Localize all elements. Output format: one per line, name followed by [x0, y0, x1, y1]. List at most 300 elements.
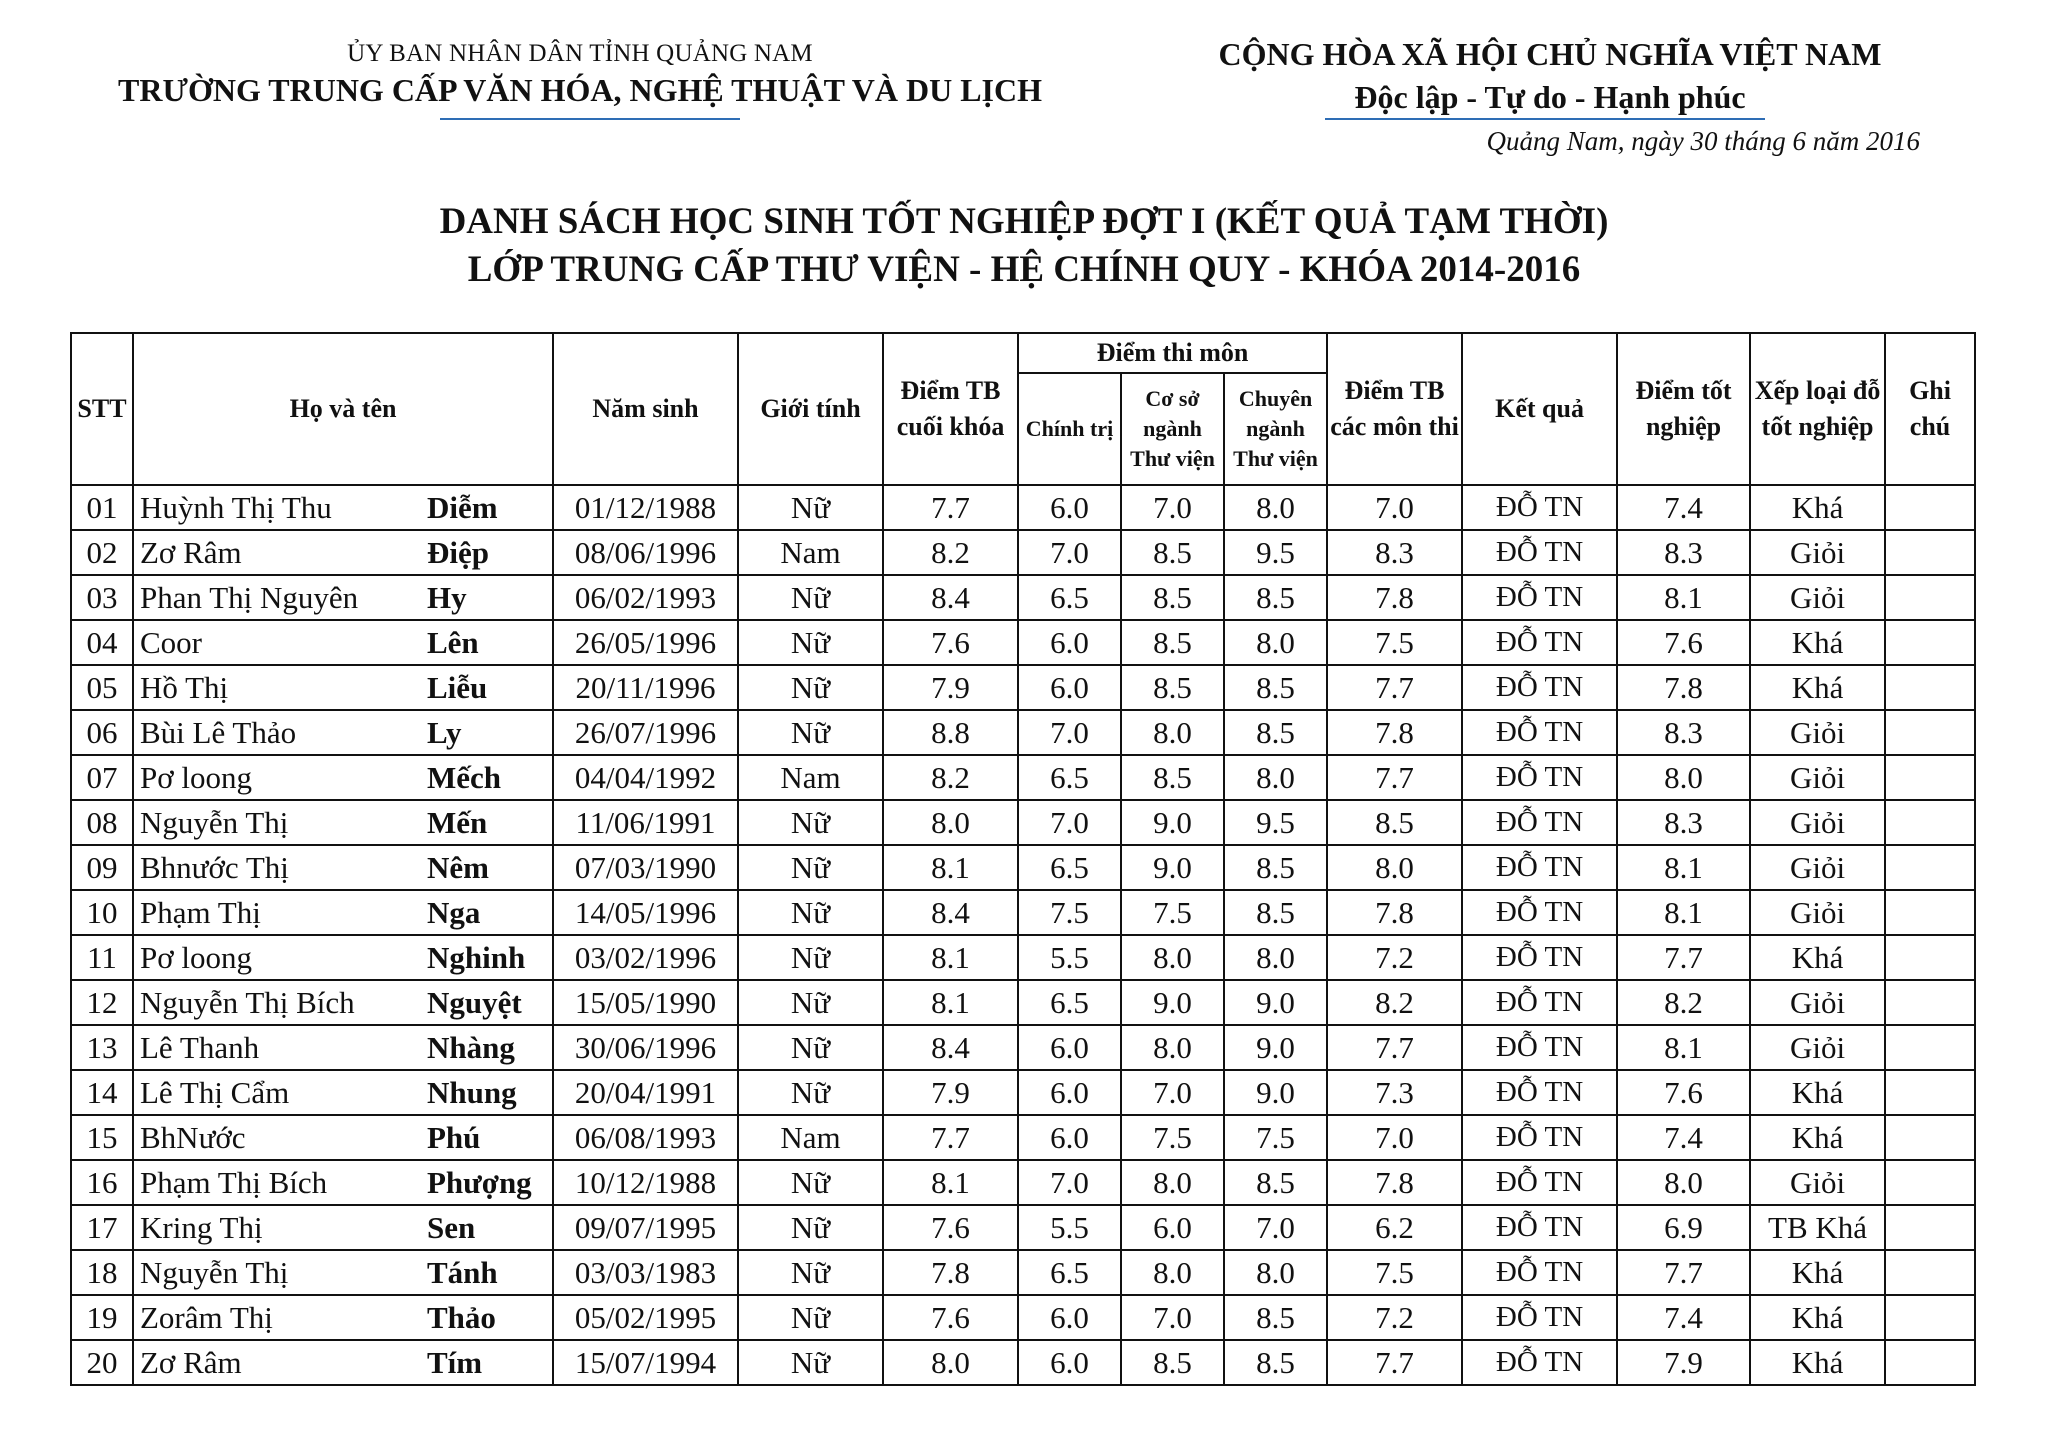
cell-stt: 03 — [71, 575, 133, 620]
cell-family-name: Nguyễn Thị — [133, 1250, 423, 1295]
cell-major: 9.5 — [1224, 800, 1327, 845]
cell-avg-exam: 7.7 — [1327, 755, 1462, 800]
cell-note — [1885, 755, 1975, 800]
cell-base: 8.0 — [1121, 1250, 1224, 1295]
table-row — [71, 575, 1975, 620]
cell-result: ĐỖ TN — [1462, 485, 1617, 530]
cell-note — [1885, 845, 1975, 890]
cell-result: ĐỖ TN — [1462, 980, 1617, 1025]
cell-family-name: Pơ loong — [133, 935, 423, 980]
cell-grad-score: 8.3 — [1617, 800, 1750, 845]
cell-major: 8.5 — [1224, 575, 1327, 620]
cell-avg-exam: 8.3 — [1327, 530, 1462, 575]
cell-rank: Khá — [1750, 1295, 1885, 1340]
cell-base: 7.0 — [1121, 1070, 1224, 1115]
cell-given-name: Ly — [423, 710, 553, 755]
cell-rank: Giỏi — [1750, 1160, 1885, 1205]
col-avg-exam: Điểm TB các môn thi — [1327, 333, 1462, 485]
cell-politics: 5.5 — [1018, 1205, 1121, 1250]
document-title — [0, 198, 2048, 294]
col-base: Cơ sở ngành Thư viện — [1121, 373, 1224, 485]
cell-avg-final: 8.4 — [883, 890, 1018, 935]
cell-avg-final: 8.1 — [883, 845, 1018, 890]
cell-result: ĐỖ TN — [1462, 1205, 1617, 1250]
cell-stt: 02 — [71, 530, 133, 575]
cell-avg-exam: 8.2 — [1327, 980, 1462, 1025]
cell-birth: 09/07/1995 — [553, 1205, 738, 1250]
cell-base: 8.0 — [1121, 1160, 1224, 1205]
cell-note — [1885, 890, 1975, 935]
cell-avg-exam: 7.7 — [1327, 665, 1462, 710]
cell-politics: 6.0 — [1018, 1070, 1121, 1115]
cell-given-name: Điệp — [423, 530, 553, 575]
cell-result: ĐỖ TN — [1462, 665, 1617, 710]
cell-result: ĐỖ TN — [1462, 845, 1617, 890]
cell-rank: Khá — [1750, 935, 1885, 980]
cell-note — [1885, 710, 1975, 755]
cell-base: 9.0 — [1121, 845, 1224, 890]
school-name: TRƯỜNG TRUNG CẤP VĂN HÓA, NGHỆ THUẬT VÀ DU LỊCH — [118, 72, 1042, 108]
cell-result: ĐỖ TN — [1462, 800, 1617, 845]
cell-rank: Khá — [1750, 620, 1885, 665]
cell-gender: Nữ — [738, 845, 883, 890]
table-row — [71, 845, 1975, 890]
cell-major: 8.5 — [1224, 1160, 1327, 1205]
col-result: Kết quả — [1462, 333, 1617, 485]
cell-base: 9.0 — [1121, 800, 1224, 845]
cell-stt: 14 — [71, 1070, 133, 1115]
cell-birth: 30/06/1996 — [553, 1025, 738, 1070]
cell-base: 7.0 — [1121, 485, 1224, 530]
cell-avg-exam: 8.0 — [1327, 845, 1462, 890]
cell-birth: 06/08/1993 — [553, 1115, 738, 1160]
cell-family-name: Zơ Râm — [133, 1340, 423, 1385]
cell-grad-score: 6.9 — [1617, 1205, 1750, 1250]
cell-politics: 6.5 — [1018, 980, 1121, 1025]
cell-result: ĐỖ TN — [1462, 755, 1617, 800]
cell-stt: 09 — [71, 845, 133, 890]
table-row — [71, 485, 1975, 530]
cell-stt: 01 — [71, 485, 133, 530]
cell-result: ĐỖ TN — [1462, 1025, 1617, 1070]
cell-gender: Nữ — [738, 1205, 883, 1250]
table-row — [71, 1070, 1975, 1115]
cell-birth: 01/12/1988 — [553, 485, 738, 530]
cell-politics: 6.0 — [1018, 665, 1121, 710]
cell-family-name: Kring Thị — [133, 1205, 423, 1250]
table-row — [71, 1115, 1975, 1160]
cell-note — [1885, 935, 1975, 980]
cell-politics: 6.5 — [1018, 575, 1121, 620]
cell-given-name: Phú — [423, 1115, 553, 1160]
cell-base: 8.5 — [1121, 530, 1224, 575]
cell-avg-final: 8.8 — [883, 710, 1018, 755]
cell-base: 7.5 — [1121, 1115, 1224, 1160]
cell-birth: 26/05/1996 — [553, 620, 738, 665]
cell-grad-score: 8.0 — [1617, 755, 1750, 800]
cell-grad-score: 8.3 — [1617, 710, 1750, 755]
cell-family-name: Lê Thị Cẩm — [133, 1070, 423, 1115]
cell-major: 9.0 — [1224, 1070, 1327, 1115]
table-row — [71, 755, 1975, 800]
cell-major: 8.0 — [1224, 485, 1327, 530]
cell-avg-exam: 7.7 — [1327, 1340, 1462, 1385]
title-line-1: DANH SÁCH HỌC SINH TỐT NGHIỆP ĐỢT I (KẾT QUẢ TẠM THỜI) — [439, 201, 1609, 242]
cell-avg-exam: 7.7 — [1327, 1025, 1462, 1070]
cell-birth: 20/04/1991 — [553, 1070, 738, 1115]
cell-major: 8.0 — [1224, 935, 1327, 980]
cell-given-name: Nhàng — [423, 1025, 553, 1070]
cell-result: ĐỖ TN — [1462, 1295, 1617, 1340]
table-row — [71, 620, 1975, 665]
cell-gender: Nữ — [738, 710, 883, 755]
cell-given-name: Mến — [423, 800, 553, 845]
cell-avg-exam: 7.5 — [1327, 1250, 1462, 1295]
cell-rank: Giỏi — [1750, 530, 1885, 575]
cell-given-name: Sen — [423, 1205, 553, 1250]
cell-major: 8.5 — [1224, 710, 1327, 755]
cell-gender: Nữ — [738, 1250, 883, 1295]
cell-note — [1885, 1340, 1975, 1385]
place-date: Quảng Nam, ngày 30 tháng 6 năm 2016 — [1486, 126, 1920, 156]
table-row — [71, 530, 1975, 575]
cell-avg-final: 8.1 — [883, 980, 1018, 1025]
cell-stt: 20 — [71, 1340, 133, 1385]
cell-family-name: Lê Thanh — [133, 1025, 423, 1070]
header-right — [1180, 36, 1920, 157]
cell-avg-final: 8.1 — [883, 1160, 1018, 1205]
cell-grad-score: 7.4 — [1617, 1295, 1750, 1340]
cell-avg-exam: 7.3 — [1327, 1070, 1462, 1115]
cell-family-name: Phạm Thị — [133, 890, 423, 935]
school-underline — [440, 118, 740, 120]
cell-base: 7.0 — [1121, 1295, 1224, 1340]
cell-result: ĐỖ TN — [1462, 935, 1617, 980]
cell-note — [1885, 1025, 1975, 1070]
cell-major: 8.5 — [1224, 1295, 1327, 1340]
cell-birth: 26/07/1996 — [553, 710, 738, 755]
cell-stt: 07 — [71, 755, 133, 800]
cell-rank: Giỏi — [1750, 845, 1885, 890]
cell-family-name: Nguyễn Thị Bích — [133, 980, 423, 1025]
cell-gender: Nữ — [738, 1160, 883, 1205]
table-row — [71, 1025, 1975, 1070]
table-row — [71, 800, 1975, 845]
cell-birth: 04/04/1992 — [553, 755, 738, 800]
cell-stt: 18 — [71, 1250, 133, 1295]
cell-stt: 12 — [71, 980, 133, 1025]
cell-birth: 11/06/1991 — [553, 800, 738, 845]
cell-note — [1885, 1070, 1975, 1115]
cell-grad-score: 8.0 — [1617, 1160, 1750, 1205]
cell-rank: Khá — [1750, 485, 1885, 530]
cell-avg-final: 8.2 — [883, 530, 1018, 575]
graduation-table — [70, 332, 1976, 1386]
cell-avg-exam: 7.2 — [1327, 935, 1462, 980]
title-line-2: LỚP TRUNG CẤP THƯ VIỆN - HỆ CHÍNH QUY - KHÓA 2014-2016 — [467, 249, 1581, 290]
cell-birth: 07/03/1990 — [553, 845, 738, 890]
cell-major: 9.0 — [1224, 980, 1327, 1025]
cell-given-name: Nguyệt — [423, 980, 553, 1025]
cell-grad-score: 8.1 — [1617, 1025, 1750, 1070]
cell-note — [1885, 530, 1975, 575]
cell-family-name: Bhnước Thị — [133, 845, 423, 890]
col-note: Ghi chú — [1885, 333, 1975, 485]
cell-stt: 08 — [71, 800, 133, 845]
cell-gender: Nữ — [738, 575, 883, 620]
table-header — [71, 333, 1975, 485]
cell-result: ĐỖ TN — [1462, 530, 1617, 575]
cell-politics: 7.0 — [1018, 530, 1121, 575]
cell-stt: 04 — [71, 620, 133, 665]
cell-major: 8.5 — [1224, 890, 1327, 935]
cell-stt: 16 — [71, 1160, 133, 1205]
cell-result: ĐỖ TN — [1462, 890, 1617, 935]
table-row — [71, 1160, 1975, 1205]
cell-politics: 6.0 — [1018, 1295, 1121, 1340]
cell-avg-final: 7.7 — [883, 1115, 1018, 1160]
cell-result: ĐỖ TN — [1462, 1160, 1617, 1205]
cell-note — [1885, 1205, 1975, 1250]
cell-birth: 10/12/1988 — [553, 1160, 738, 1205]
cell-grad-score: 7.9 — [1617, 1340, 1750, 1385]
cell-result: ĐỖ TN — [1462, 1115, 1617, 1160]
cell-avg-final: 7.9 — [883, 665, 1018, 710]
cell-rank: Giỏi — [1750, 1025, 1885, 1070]
cell-note — [1885, 980, 1975, 1025]
cell-gender: Nữ — [738, 620, 883, 665]
cell-rank: Khá — [1750, 1250, 1885, 1295]
cell-avg-exam: 7.0 — [1327, 1115, 1462, 1160]
cell-grad-score: 7.6 — [1617, 620, 1750, 665]
cell-result: ĐỖ TN — [1462, 1250, 1617, 1295]
cell-rank: Khá — [1750, 665, 1885, 710]
cell-major: 9.5 — [1224, 530, 1327, 575]
cell-given-name: Diễm — [423, 485, 553, 530]
cell-major: 8.5 — [1224, 665, 1327, 710]
cell-birth: 06/02/1993 — [553, 575, 738, 620]
cell-rank: Giỏi — [1750, 800, 1885, 845]
col-politics: Chính trị — [1018, 373, 1121, 485]
cell-avg-exam: 7.0 — [1327, 485, 1462, 530]
cell-base: 8.0 — [1121, 935, 1224, 980]
cell-major: 8.0 — [1224, 1250, 1327, 1295]
col-birth: Năm sinh — [553, 333, 738, 485]
cell-avg-exam: 7.8 — [1327, 890, 1462, 935]
cell-rank: Khá — [1750, 1115, 1885, 1160]
cell-grad-score: 8.3 — [1617, 530, 1750, 575]
cell-politics: 5.5 — [1018, 935, 1121, 980]
cell-gender: Nữ — [738, 1070, 883, 1115]
cell-grad-score: 7.4 — [1617, 485, 1750, 530]
cell-avg-final: 7.9 — [883, 1070, 1018, 1115]
cell-family-name: Bùi Lê Thảo — [133, 710, 423, 755]
table-row — [71, 1250, 1975, 1295]
cell-rank: Giỏi — [1750, 890, 1885, 935]
cell-stt: 13 — [71, 1025, 133, 1070]
cell-major: 7.0 — [1224, 1205, 1327, 1250]
cell-gender: Nữ — [738, 1340, 883, 1385]
cell-note — [1885, 1250, 1975, 1295]
cell-base: 8.5 — [1121, 1340, 1224, 1385]
col-major: Chuyên ngành Thư viện — [1224, 373, 1327, 485]
cell-given-name: Tánh — [423, 1250, 553, 1295]
cell-given-name: Nghinh — [423, 935, 553, 980]
cell-base: 8.5 — [1121, 620, 1224, 665]
table-row — [71, 665, 1975, 710]
cell-given-name: Nhung — [423, 1070, 553, 1115]
cell-avg-final: 8.0 — [883, 800, 1018, 845]
cell-base: 8.5 — [1121, 575, 1224, 620]
cell-major: 8.5 — [1224, 845, 1327, 890]
cell-family-name: Phan Thị Nguyên — [133, 575, 423, 620]
cell-gender: Nữ — [738, 1295, 883, 1340]
cell-avg-exam: 8.5 — [1327, 800, 1462, 845]
cell-base: 8.5 — [1121, 665, 1224, 710]
cell-given-name: Hy — [423, 575, 553, 620]
cell-family-name: Phạm Thị Bích — [133, 1160, 423, 1205]
cell-gender: Nữ — [738, 935, 883, 980]
cell-avg-exam: 6.2 — [1327, 1205, 1462, 1250]
cell-grad-score: 8.1 — [1617, 575, 1750, 620]
col-exam-group: Điểm thi môn — [1018, 333, 1327, 373]
cell-given-name: Liễu — [423, 665, 553, 710]
cell-base: 9.0 — [1121, 980, 1224, 1025]
cell-politics: 7.0 — [1018, 1160, 1121, 1205]
cell-avg-final: 7.7 — [883, 485, 1018, 530]
cell-stt: 17 — [71, 1205, 133, 1250]
cell-family-name: Hồ Thị — [133, 665, 423, 710]
cell-note — [1885, 1295, 1975, 1340]
cell-gender: Nam — [738, 1115, 883, 1160]
cell-grad-score: 7.4 — [1617, 1115, 1750, 1160]
table-row — [71, 1205, 1975, 1250]
cell-note — [1885, 800, 1975, 845]
cell-stt: 11 — [71, 935, 133, 980]
authority-name: ỦY BAN NHÂN DÂN TỈNH QUẢNG NAM — [347, 40, 813, 67]
motto: Độc lập - Tự do - Hạnh phúc — [1354, 79, 1746, 115]
cell-avg-exam: 7.8 — [1327, 1160, 1462, 1205]
col-stt: STT — [71, 333, 133, 485]
cell-avg-exam: 7.5 — [1327, 620, 1462, 665]
cell-avg-exam: 7.8 — [1327, 710, 1462, 755]
cell-note — [1885, 1115, 1975, 1160]
table-row — [71, 1295, 1975, 1340]
header-left — [60, 40, 1100, 109]
cell-result: ĐỖ TN — [1462, 710, 1617, 755]
cell-politics: 6.5 — [1018, 1250, 1121, 1295]
cell-note — [1885, 575, 1975, 620]
cell-rank: Khá — [1750, 1340, 1885, 1385]
cell-note — [1885, 1160, 1975, 1205]
nation-name: CỘNG HÒA XÃ HỘI CHỦ NGHĨA VIỆT NAM — [1218, 36, 1882, 72]
cell-family-name: Zơ Râm — [133, 530, 423, 575]
cell-base: 7.5 — [1121, 890, 1224, 935]
cell-stt: 05 — [71, 665, 133, 710]
cell-note — [1885, 620, 1975, 665]
cell-given-name: Mếch — [423, 755, 553, 800]
cell-birth: 20/11/1996 — [553, 665, 738, 710]
cell-grad-score: 8.1 — [1617, 890, 1750, 935]
table-row — [71, 890, 1975, 935]
cell-major: 8.0 — [1224, 755, 1327, 800]
table-row — [71, 980, 1975, 1025]
cell-gender: Nữ — [738, 890, 883, 935]
cell-rank: Giỏi — [1750, 755, 1885, 800]
col-rank: Xếp loại đỗ tốt nghiệp — [1750, 333, 1885, 485]
cell-birth: 15/05/1990 — [553, 980, 738, 1025]
cell-rank: Giỏi — [1750, 575, 1885, 620]
cell-politics: 6.0 — [1018, 1115, 1121, 1160]
cell-family-name: BhNước — [133, 1115, 423, 1160]
cell-given-name: Tím — [423, 1340, 553, 1385]
cell-politics: 6.0 — [1018, 620, 1121, 665]
table-row — [71, 935, 1975, 980]
cell-birth: 15/07/1994 — [553, 1340, 738, 1385]
cell-major: 8.5 — [1224, 1340, 1327, 1385]
cell-note — [1885, 665, 1975, 710]
table-row — [71, 1340, 1975, 1385]
cell-base: 8.0 — [1121, 710, 1224, 755]
cell-family-name: Zorâm Thị — [133, 1295, 423, 1340]
cell-base: 6.0 — [1121, 1205, 1224, 1250]
cell-politics: 6.5 — [1018, 845, 1121, 890]
cell-given-name: Thảo — [423, 1295, 553, 1340]
cell-stt: 15 — [71, 1115, 133, 1160]
cell-avg-final: 8.2 — [883, 755, 1018, 800]
cell-politics: 6.0 — [1018, 1025, 1121, 1070]
cell-politics: 7.5 — [1018, 890, 1121, 935]
cell-grad-score: 7.6 — [1617, 1070, 1750, 1115]
cell-politics: 6.0 — [1018, 1340, 1121, 1385]
cell-note — [1885, 485, 1975, 530]
cell-base: 8.0 — [1121, 1025, 1224, 1070]
cell-major: 7.5 — [1224, 1115, 1327, 1160]
cell-result: ĐỖ TN — [1462, 620, 1617, 665]
cell-grad-score: 8.2 — [1617, 980, 1750, 1025]
cell-politics: 6.5 — [1018, 755, 1121, 800]
cell-gender: Nữ — [738, 485, 883, 530]
cell-birth: 08/06/1996 — [553, 530, 738, 575]
cell-result: ĐỖ TN — [1462, 575, 1617, 620]
cell-base: 8.5 — [1121, 755, 1224, 800]
col-name: Họ và tên — [133, 333, 553, 485]
cell-stt: 06 — [71, 710, 133, 755]
cell-stt: 19 — [71, 1295, 133, 1340]
cell-gender: Nữ — [738, 1025, 883, 1070]
cell-stt: 10 — [71, 890, 133, 935]
motto-underline — [1325, 118, 1765, 120]
cell-grad-score: 7.7 — [1617, 935, 1750, 980]
cell-gender: Nam — [738, 755, 883, 800]
cell-avg-final: 8.4 — [883, 1025, 1018, 1070]
cell-given-name: Nga — [423, 890, 553, 935]
cell-grad-score: 8.1 — [1617, 845, 1750, 890]
table-row — [71, 710, 1975, 755]
cell-gender: Nữ — [738, 665, 883, 710]
cell-grad-score: 7.7 — [1617, 1250, 1750, 1295]
cell-avg-final: 8.1 — [883, 935, 1018, 980]
cell-rank: Giỏi — [1750, 980, 1885, 1025]
cell-result: ĐỖ TN — [1462, 1340, 1617, 1385]
cell-rank: Khá — [1750, 1070, 1885, 1115]
cell-major: 9.0 — [1224, 1025, 1327, 1070]
cell-family-name: Pơ loong — [133, 755, 423, 800]
cell-given-name: Phượng — [423, 1160, 553, 1205]
col-grad-score: Điểm tốt nghiệp — [1617, 333, 1750, 485]
col-gender: Giới tính — [738, 333, 883, 485]
table-body — [71, 485, 1975, 1385]
